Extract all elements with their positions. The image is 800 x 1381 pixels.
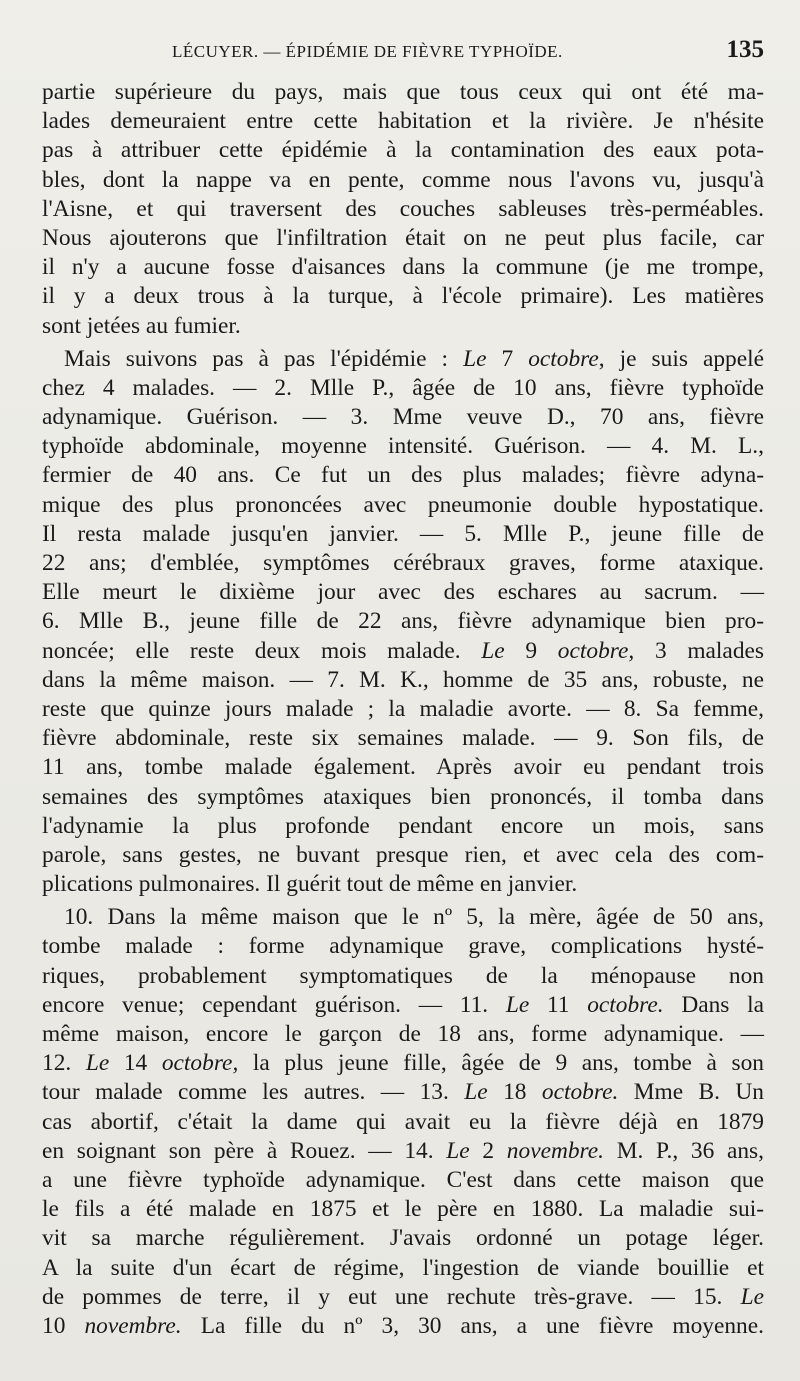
text-line bbox=[42, 491, 764, 520]
text-segment: l'adynamie la plus profonde pendant encore un mois, sans bbox=[42, 812, 764, 839]
text-segment: reste que quinze jours malade ; la maladie avorte. — 8. Sa femme, bbox=[42, 695, 764, 722]
italic-text: Le bbox=[505, 991, 530, 1018]
text-segment: , je suis appelé bbox=[598, 345, 765, 372]
text-line bbox=[42, 549, 764, 578]
text-line bbox=[42, 374, 764, 403]
text-line bbox=[42, 136, 764, 165]
text-segment: 11 ans, tombe malade également. Après avoir eu pendant trois bbox=[42, 754, 764, 781]
text-segment: de pommes de terre, il y eut une rechute très-grave. — 15. bbox=[42, 1283, 741, 1310]
text-line bbox=[42, 903, 764, 932]
running-title: LÉCUYER. — ÉPIDÉMIE DE FIÈVRE TYPHOÏDE. bbox=[172, 42, 563, 61]
text-segment: 6. Mlle B., jeune fille de 22 ans, fièvre adynamique bien pro- bbox=[42, 608, 764, 635]
text-segment: Il resta malade jusqu'en janvier. — 5. Mlle P., jeune fille de bbox=[42, 520, 764, 547]
text-segment: tour malade comme les autres. — 13. bbox=[42, 1079, 465, 1106]
text-line bbox=[42, 1195, 764, 1224]
text-line bbox=[42, 695, 764, 724]
text-segment: Nous ajouterons que l'infiltration était on ne peut plus facile, car bbox=[42, 224, 764, 251]
text-line bbox=[42, 841, 764, 870]
italic-text: Le bbox=[740, 1283, 764, 1310]
text-line bbox=[42, 812, 764, 841]
text-line bbox=[42, 870, 764, 899]
text-line bbox=[42, 312, 764, 341]
text-segment: tombe malade : forme adynamique grave, complications hysté- bbox=[42, 933, 764, 960]
text-segment: chez 4 malades. — 2. Mlle P., âgée de 10 ans, fièvre typhoïde bbox=[42, 374, 764, 401]
italic-text: Le bbox=[481, 637, 505, 664]
text-line bbox=[42, 578, 764, 607]
text-segment: 10 bbox=[42, 1312, 85, 1339]
text-segment: vit sa marche régulièrement. J'avais ordonné un potage léger. bbox=[42, 1225, 764, 1252]
italic-text: Le bbox=[85, 1050, 110, 1077]
text-line bbox=[42, 932, 764, 961]
text-line bbox=[42, 607, 764, 636]
text-segment: Dans la bbox=[663, 991, 764, 1018]
text-segment: 10. Dans la même maison que le nº 5, la mère, âgée de 50 ans, bbox=[64, 904, 764, 931]
text-segment: en soignant son père à Rouez. — 14. bbox=[42, 1137, 447, 1164]
text-line bbox=[42, 1283, 764, 1312]
text-segment: fermier de 40 ans. Ce fut un des plus malades; fièvre adyna- bbox=[42, 462, 764, 489]
text-segment: 3 malades bbox=[634, 637, 764, 664]
text-line bbox=[42, 1020, 764, 1049]
text-line bbox=[42, 282, 764, 311]
text-line bbox=[42, 1108, 764, 1137]
text-line bbox=[42, 345, 764, 374]
page-header bbox=[42, 36, 764, 72]
text-line bbox=[42, 1224, 764, 1253]
text-line bbox=[42, 753, 764, 782]
text-segment: il n'y a aucune fosse d'aisances dans la commune (je me trompe, bbox=[42, 254, 764, 281]
text-segment: dans la même maison. — 7. M. K., homme de 35 ans, robuste, ne bbox=[42, 666, 764, 693]
text-segment: a une fièvre typhoïde adynamique. C'est dans cette maison que bbox=[42, 1166, 764, 1193]
italic-text: octobre. bbox=[541, 1079, 619, 1106]
text-line bbox=[42, 107, 764, 136]
text-line bbox=[42, 783, 764, 812]
text-segment: cas abortif, c'était la dame qui avait eu la fièvre déjà en 1879 bbox=[42, 1108, 764, 1135]
text-segment: parole, sans gestes, ne buvant presque rien, et avec cela des com- bbox=[42, 841, 764, 868]
text-segment: partie supérieure du pays, mais que tous ceux qui ont été ma- bbox=[42, 79, 764, 105]
page-number: 135 bbox=[726, 36, 764, 63]
text-segment: 18 bbox=[487, 1079, 542, 1106]
text-segment: pas à attribuer cette épidémie à la contamination des eaux pota- bbox=[42, 137, 764, 164]
italic-text: octobre, bbox=[161, 1050, 239, 1077]
text-line bbox=[42, 666, 764, 695]
text-segment: même maison, encore le garçon de 18 ans, forme adynamique. — bbox=[42, 1021, 764, 1047]
text-line bbox=[42, 1137, 764, 1166]
italic-text: octobre. bbox=[587, 991, 664, 1018]
text-segment: lades demeuraient entre cette habitation et la rivière. Je n'hésite bbox=[42, 108, 764, 135]
text-line bbox=[42, 195, 764, 224]
text-line bbox=[42, 253, 764, 282]
text-segment: fièvre abdominale, reste six semaines malade. — 9. Son fils, de bbox=[42, 725, 764, 752]
text-segment: adynamique. Guérison. — 3. Mme veuve D., 70 ans, fièvre bbox=[42, 404, 764, 431]
text-segment: A la suite d'un écart de régime, l'ingestion de viande bouillie et bbox=[42, 1254, 764, 1281]
italic-text: octobre bbox=[528, 345, 599, 372]
text-segment: mique des plus prononcées avec pneumonie double hypostatique. bbox=[42, 491, 764, 518]
italic-text: Le bbox=[446, 1137, 470, 1164]
text-line bbox=[42, 432, 764, 461]
text-segment: bles, dont la nappe va en pente, comme nous l'avons vu, jusqu'à bbox=[42, 166, 764, 193]
text-segment: encore venue; cependant guérison. — 11. bbox=[42, 991, 506, 1018]
text-line bbox=[42, 1078, 764, 1107]
text-line bbox=[42, 224, 764, 253]
text-segment: Mme B. Un bbox=[618, 1079, 764, 1106]
text-line bbox=[42, 1254, 764, 1283]
italic-text: Le bbox=[463, 345, 487, 372]
text-segment: riques, probablement symptomatiques de la ménopause non bbox=[42, 962, 764, 989]
text-line bbox=[42, 166, 764, 195]
italic-text: novembre. bbox=[84, 1312, 182, 1339]
text-segment: La fille du nº 3, 30 ans, a une fièvre moyenne. bbox=[181, 1312, 764, 1339]
text-segment: semaines des symptômes ataxiques bien prononcés, il tomba dans bbox=[42, 783, 764, 810]
text-segment: typhoïde abdominale, moyenne intensité. Guérison. — 4. M. L., bbox=[42, 433, 764, 460]
text-line bbox=[42, 1049, 764, 1078]
text-segment: Elle meurt le dixième jour avec des eschares au sacrum. — bbox=[42, 579, 764, 606]
italic-text: Le bbox=[464, 1079, 488, 1106]
text-segment: 7 bbox=[486, 345, 529, 372]
text-segment: plications pulmonaires. Il guérit tout de même en janvier. bbox=[42, 871, 578, 898]
text-segment: noncée; elle reste deux mois malade. bbox=[42, 637, 482, 664]
text-segment: l'Aisne, et qui traversent des couches sableuses très-perméables. bbox=[42, 195, 764, 222]
italic-text: novembre. bbox=[506, 1137, 605, 1164]
text-segment: 11 bbox=[529, 991, 588, 1018]
body-text bbox=[42, 78, 764, 1341]
text-segment: Mais suivons pas à pas l'épidémie : bbox=[64, 345, 464, 372]
text-segment: 12. bbox=[42, 1050, 86, 1077]
text-line bbox=[42, 637, 764, 666]
text-segment: la plus jeune fille, âgée de 9 ans, tombe à son bbox=[238, 1050, 764, 1077]
text-segment: il y a deux trous à la turque, à l'école primaire). Les matières bbox=[42, 283, 764, 310]
text-segment: 14 bbox=[109, 1050, 162, 1077]
text-line bbox=[42, 520, 764, 549]
text-line bbox=[42, 962, 764, 991]
text-segment: M. P., 36 ans, bbox=[604, 1137, 764, 1164]
text-line bbox=[42, 1312, 764, 1341]
text-line bbox=[42, 403, 764, 432]
text-segment: 22 ans; d'emblée, symptômes cérébraux graves, forme ataxique. bbox=[42, 550, 764, 576]
text-segment: le fils a été malade en 1875 et le père en 1880. La maladie sui- bbox=[42, 1196, 764, 1223]
text-line bbox=[42, 1166, 764, 1195]
text-line bbox=[42, 724, 764, 753]
text-line bbox=[42, 78, 764, 107]
text-line bbox=[42, 461, 764, 490]
italic-text: octobre, bbox=[557, 637, 635, 664]
text-segment: sont jetées au fumier. bbox=[42, 312, 241, 339]
text-line bbox=[42, 991, 764, 1020]
text-segment: 9 bbox=[504, 637, 558, 664]
text-segment: 2 bbox=[469, 1137, 507, 1164]
